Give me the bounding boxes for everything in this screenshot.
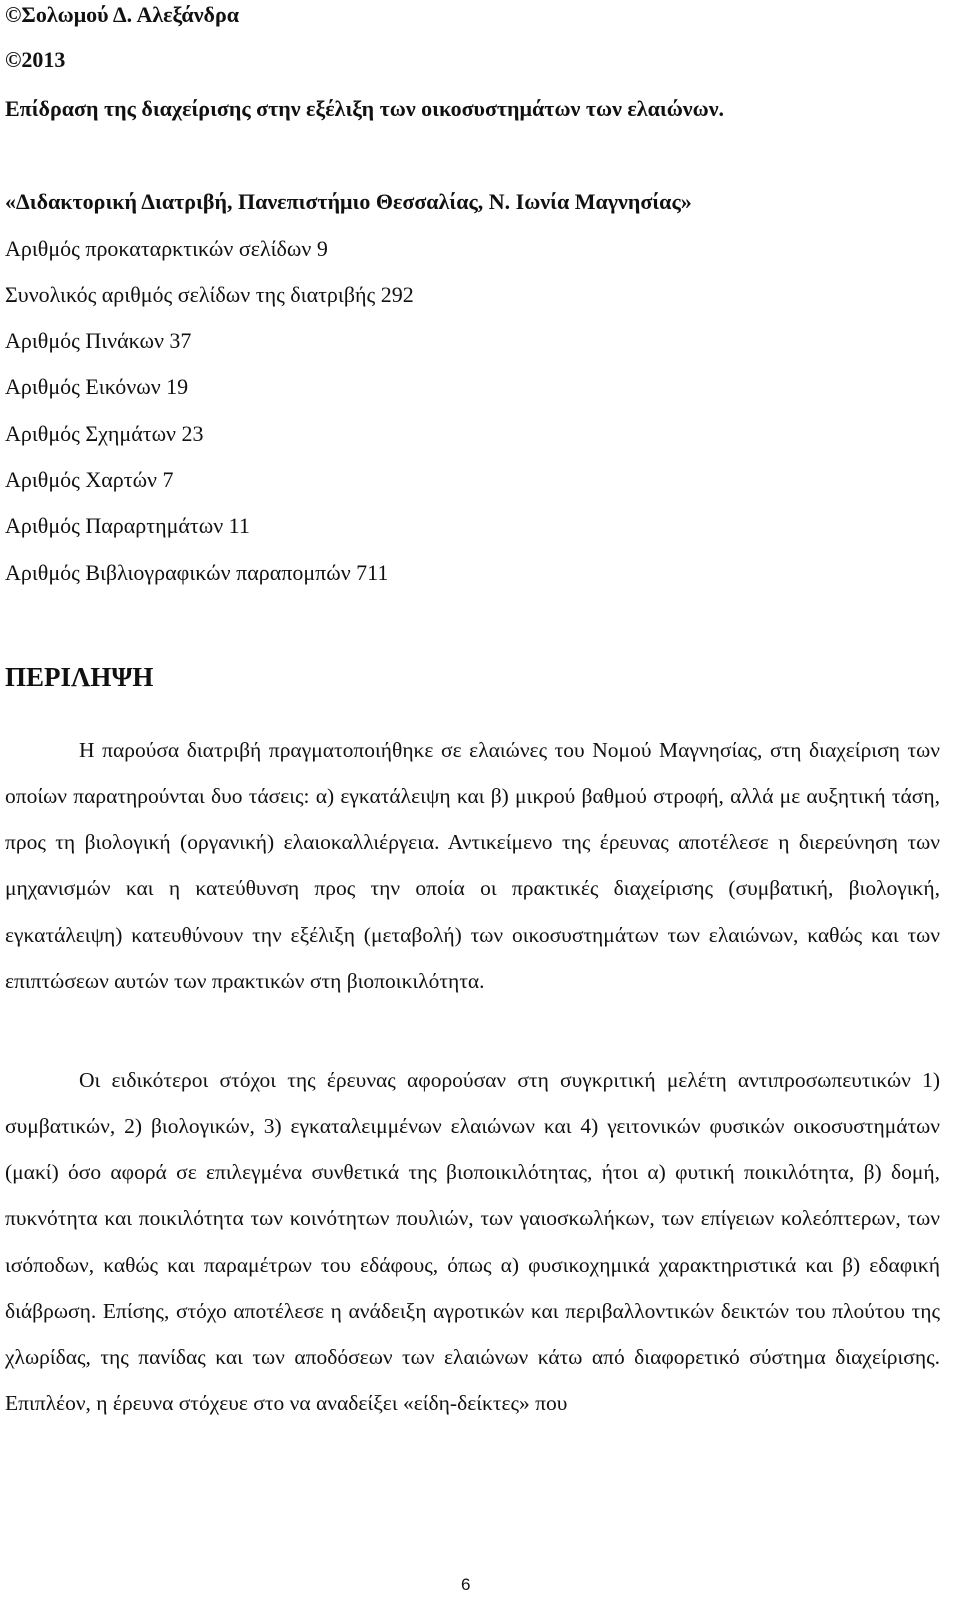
page-number: 6 <box>461 1575 471 1594</box>
thesis-title: Επίδραση της διαχείρισης στην εξέλιξη των οικοσυστημάτων των ελαιώνων. <box>5 96 725 121</box>
year-line: ©2013 <box>5 47 66 72</box>
abstract-paragraph-2: Οι ειδικότεροι στόχοι της έρευνας αφορούσαν στη συγκριτική μελέτη αντιπροσωπευτικών 1) συμβατικών, 2) βιολογικών, 3) εγκαταλειμμένων ελαιώνων και 4) γειτονικών φυσικών οικοσυστημάτων (μακί) όσο αφορά σε επιλεγμένα συνθετικά της βιοποικιλότητας, ήτοι α) φυτική ποικιλότητα, β) δομή, πυκνότητα και ποικιλότητα των κοινότητων πουλιών, των γαιοσκωλήκων, των επίγειων κολεόπτερων, των ισόποδων, καθώς και παραμέτρων του εδάφους, όπως α) φυσικοχημικά χαρακτηριστικά και β) εδαφική διάβρωση. Επίσης, στόχο αποτέλεσε η ανάδειξη αγροτικών και περιβαλλοντικών δεικτών του πλούτου της χλωρίδας, της πανίδας και των αποδόσεων των ελαιώνων κάτω από διαφορετικό σύστημα διαχείρισης. Επιπλέον, η έρευνα στόχευε στο να αναδείξει «είδη-δείκτες» που <box>5 1068 940 1416</box>
thesis-info: «Διδακτορική Διατριβή, Πανεπιστήμιο Θεσσαλίας, Ν. Ιωνία Μαγνησίας» <box>5 189 692 214</box>
stat-figures: Αριθμός Σχημάτων 23 <box>5 421 204 446</box>
stat-preliminary-pages: Αριθμός προκαταρκτικών σελίδων 9 <box>5 236 328 261</box>
stat-references: Αριθμός Βιβλιογραφικών παραπομπών 711 <box>5 560 389 585</box>
stat-maps: Αριθμός Χαρτών 7 <box>5 467 174 492</box>
stat-tables: Αριθμός Πινάκων 37 <box>5 328 192 353</box>
stat-images: Αριθμός Εικόνων 19 <box>5 374 189 399</box>
stat-total-pages: Συνολικός αριθμός σελίδων της διατριβής 292 <box>5 282 414 307</box>
author-line: ©Σολωμού Δ. Αλεξάνδρα <box>5 2 239 27</box>
stat-appendices: Αριθμός Παραρτημάτων 11 <box>5 513 250 538</box>
abstract-heading: ΠΕΡΙΛΗΨΗ <box>5 662 154 692</box>
abstract-paragraph-1: Η παρούσα διατριβή πραγματοποιήθηκε σε ελαιώνες του Νομού Μαγνησίας, στη διαχείριση των οποίων παρατηρούνται δυο τάσεις: α) εγκατάλειψη και β) μικρού βαθμού στροφή, αλλά με αυξητική τάση, προς τη βιολογική (οργανική) ελαιοκαλλιέργεια. Αντικείμενο της έρευνας αποτέλεσε η διερεύνηση των μηχανισμών και η κατεύθυνση προς την οποία οι πρακτικές διαχείρισης (συμβατική, βιολογική, εγκατάλειψη) κατευθύνουν την εξέλιξη (μεταβολή) των οικοσυστημάτων των ελαιώνων, καθώς και των επιπτώσεων αυτών των πρακτικών στη βιοποικιλότητα. <box>5 738 940 993</box>
